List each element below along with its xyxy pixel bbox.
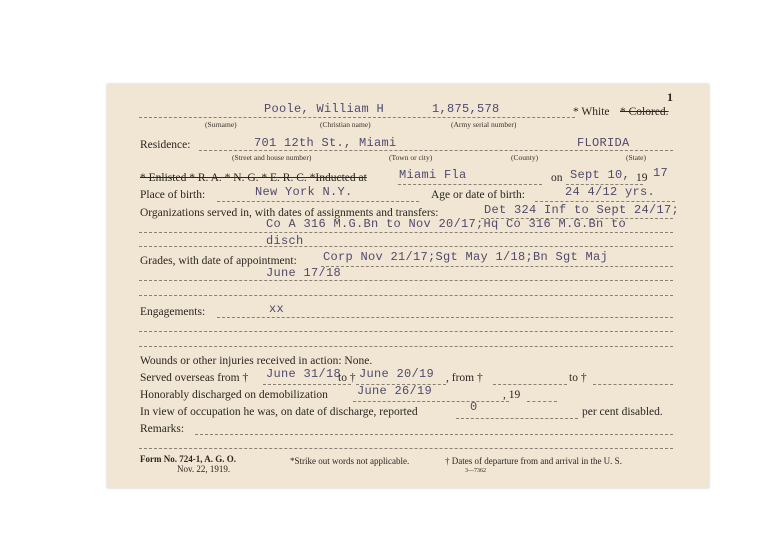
grades-line-1 xyxy=(321,266,673,267)
org-line-3 xyxy=(139,246,673,247)
grades-line-1-text: Corp Nov 21/17;Sgt May 1/18;Bn Sgt Maj xyxy=(323,250,609,264)
organizations-label: Organizations served in, with dates of assignments and transfers: xyxy=(140,207,439,219)
remarks-line-1 xyxy=(195,434,673,435)
engagements-line-3 xyxy=(139,346,673,347)
caption-christian: (Christian name) xyxy=(320,120,371,129)
inducted-date: Sept 10, xyxy=(570,168,631,182)
grades-line-3 xyxy=(139,295,673,296)
engagements-line-1 xyxy=(217,317,673,318)
caption-surname: (Surname) xyxy=(205,120,237,129)
caption-county: (County) xyxy=(511,153,539,162)
dates-note: † Dates of departure from and arrival in the U. S. xyxy=(445,456,622,466)
place-of-birth-label: Place of birth: xyxy=(140,189,206,201)
caption-serial: (Army serial number) xyxy=(451,120,517,129)
birth-place: New York N.Y. xyxy=(255,185,353,199)
caption-street: (Street and house number) xyxy=(232,153,312,162)
remarks-label: Remarks: xyxy=(140,423,185,435)
form-date: Nov. 22, 1919. xyxy=(177,464,231,474)
residence-state: FLORIDA xyxy=(577,136,630,150)
disability-suffix: per cent disabled. xyxy=(582,406,663,418)
overseas-from: June 31/18 xyxy=(266,367,342,381)
colored-label: * Colored. xyxy=(620,106,669,118)
overseas-to2-line xyxy=(593,384,673,385)
army-serial-value: 1,875,578 xyxy=(432,102,500,116)
print-code: 3—7362 xyxy=(465,468,486,474)
caption-town: (Town or city) xyxy=(389,153,433,162)
org-line-2-text: Co A 316 M.G.Bn to Nov 20/17;Hq Co 316 M.G.Bn to xyxy=(266,217,627,231)
age-value: 24 4/12 yrs. xyxy=(565,185,656,199)
disability-line xyxy=(456,418,578,419)
overseas-label: Served overseas from † xyxy=(140,372,249,384)
enlisted-label xyxy=(140,172,367,184)
surname-name-value: Poole, William H xyxy=(264,102,385,116)
org-line-2 xyxy=(139,232,673,233)
overseas-from-line xyxy=(263,384,351,385)
age-line xyxy=(535,201,675,202)
residence-street-city: 701 12th St., Miami xyxy=(254,136,397,150)
org-line-3-text: disch xyxy=(266,234,304,248)
on-label: on xyxy=(551,172,563,184)
name-line xyxy=(139,117,575,118)
inducted-place: Miami Fla xyxy=(399,168,467,182)
disability-value: 0 xyxy=(470,400,478,414)
white-label: * White xyxy=(573,106,610,118)
overseas-from2-label: , from † xyxy=(446,372,483,384)
service-record-card xyxy=(107,84,709,488)
discharge-year-line xyxy=(527,401,557,402)
org-line-1-text: Det 324 Inf to Sept 24/17; xyxy=(484,203,680,217)
discharge-year-label: , 19 xyxy=(503,389,521,401)
discharge-date-line xyxy=(353,401,509,402)
overseas-from2-line xyxy=(493,384,567,385)
year-prefix: 19 xyxy=(636,172,648,184)
engagements-line-2 xyxy=(139,331,673,332)
inducted-place-line xyxy=(398,184,542,185)
residence-label: Residence: xyxy=(140,139,191,151)
engagements-label: Engagements: xyxy=(140,306,206,318)
residence-line xyxy=(199,150,673,151)
grades-line-2-text: June 17/18 xyxy=(266,266,342,280)
discharge-date: June 26/19 xyxy=(357,384,433,398)
disability-label: In view of occupation he was, on date of discharge, reported xyxy=(140,406,418,418)
discharge-label: Honorably discharged on demobilization xyxy=(140,389,328,401)
birth-place-line xyxy=(217,201,419,202)
form-number: Form No. 724-1, A. G. O. xyxy=(140,454,236,464)
overseas-to2-label: to † xyxy=(569,372,587,384)
overseas-to: June 20/19 xyxy=(359,367,435,381)
inducted-year: 17 xyxy=(653,166,669,180)
wounds-label: Wounds or other injuries received in action: None. xyxy=(140,355,373,367)
card-number: 1 xyxy=(667,90,673,104)
age-label: Age or date of birth: xyxy=(431,189,525,201)
caption-state: (State) xyxy=(626,153,646,162)
engagements-value: xx xyxy=(269,302,285,316)
strike-note: *Strike out words not applicable. xyxy=(290,456,410,466)
remarks-line-2 xyxy=(139,448,673,449)
grades-label: Grades, with date of appointment: xyxy=(140,255,297,267)
enlisted-prefix: * Enlisted * R. A. * N. G. * E. R. C. *Inducted at xyxy=(140,172,367,184)
overseas-to-label: to † xyxy=(338,372,356,384)
grades-line-2 xyxy=(139,280,673,281)
